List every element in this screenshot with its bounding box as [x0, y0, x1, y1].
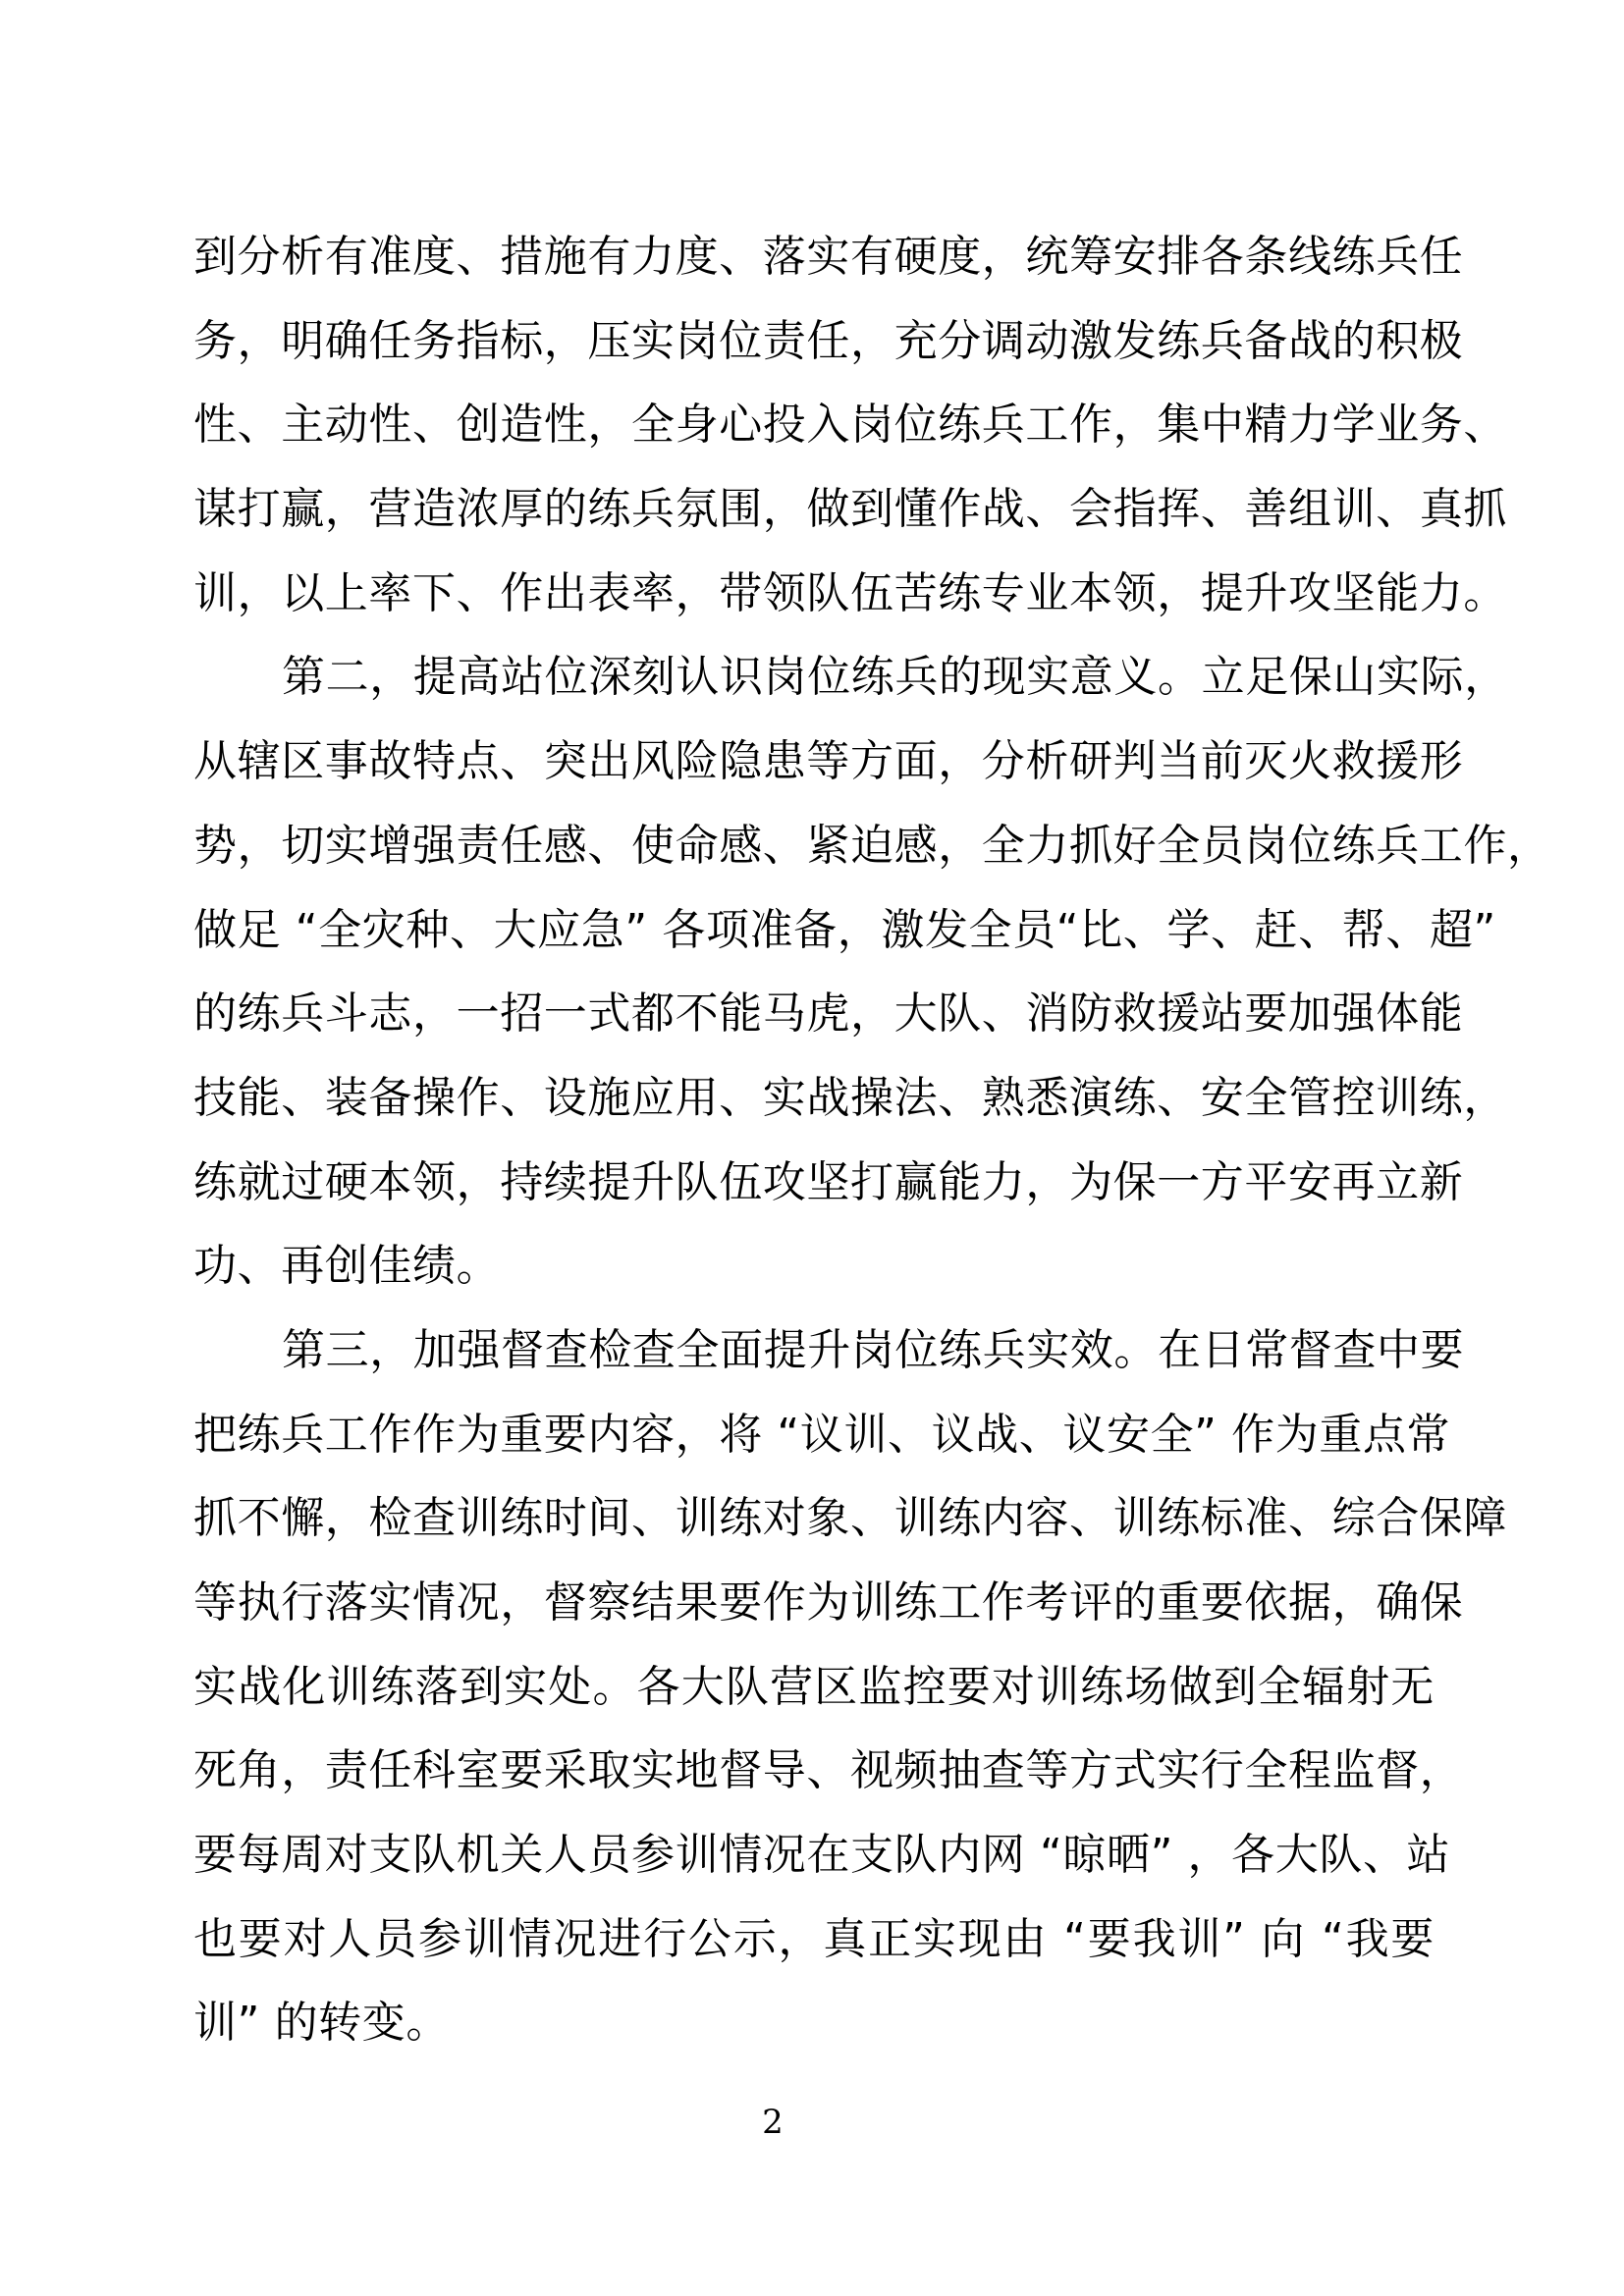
- text-line: 等执行落实情况，督察结果要作为训练工作考评的重要依据，确保: [193, 1577, 1464, 1628]
- text-line: 第三，加强督查检查全面提升岗位练兵实效。在日常督查中要: [282, 1324, 1465, 1375]
- text-line: 做足 “全灾种、大应急” 各项准备，激发全员“比、学、赶、帮、超”: [193, 904, 1496, 955]
- text-line: 从辖区事故特点、突出风险隐患等方面，分析研判当前灭火救援形: [193, 736, 1464, 787]
- text-line: 技能、装备操作、设施应用、实战操法、熟悉演练、安全管控训练，: [193, 1072, 1507, 1123]
- text-line: 死角，责任科室要采取实地督导、视频抽查等方式实行全程监督，: [193, 1745, 1464, 1796]
- text-line: 练就过硬本领，持续提升队伍攻坚打赢能力，为保一方平安再立新: [193, 1156, 1464, 1207]
- text-line: 功、再创佳绩。: [193, 1241, 501, 1292]
- text-line: 也要对人员参训情况进行公示，真正实现由 “要我训” 向 “我要: [193, 1913, 1435, 1964]
- text-line: 实战化训练落到实处。各大队营区监控要对训练场做到全辐射无: [193, 1661, 1435, 1712]
- paragraph-3: [193, 1316, 1507, 2073]
- paragraph-1: [193, 223, 1507, 643]
- paragraph-2: [193, 643, 1551, 1316]
- body-text: [193, 223, 1551, 2073]
- text-line: 务，明确任务指标，压实岗位责任，充分调动激发练兵备战的积极: [193, 315, 1464, 366]
- text-line: 到分析有准度、措施有力度、落实有硬度，统筹安排各条线练兵任: [193, 232, 1464, 282]
- text-line: 势，切实增强责任感、使命感、紧迫感，全力抓好全员岗位练兵工作，: [193, 820, 1551, 871]
- text-line: 性、主动性、创造性，全身心投入岗位练兵工作，集中精力学业务、: [193, 400, 1507, 451]
- text-line: 第二，提高站位深刻认识岗位练兵的现实意义。立足保山实际，: [282, 652, 1508, 703]
- text-line: 抓不懈，检查训练时间、训练对象、训练内容、训练标准、综合保障: [193, 1493, 1507, 1544]
- text-line: 谋打赢，营造浓厚的练兵氛围，做到懂作战、会指挥、善组训、真抓: [193, 484, 1507, 535]
- page-number: 2: [762, 2103, 784, 2142]
- text-line: 把练兵工作作为重要内容，将 “议训、议战、议安全” 作为重点常: [193, 1409, 1451, 1460]
- text-line: 要每周对支队机关人员参训情况在支队内网 “晾晒” ，各大队、站: [193, 1830, 1451, 1881]
- text-line: 训，以上率下、作出表率，带领队伍苦练专业本领，提升攻坚能力。: [193, 567, 1507, 618]
- text-line: 的练兵斗志，一招一式都不能马虎，大队、消防救援站要加强体能: [193, 988, 1464, 1040]
- text-line: 训” 的转变。: [193, 1998, 450, 2049]
